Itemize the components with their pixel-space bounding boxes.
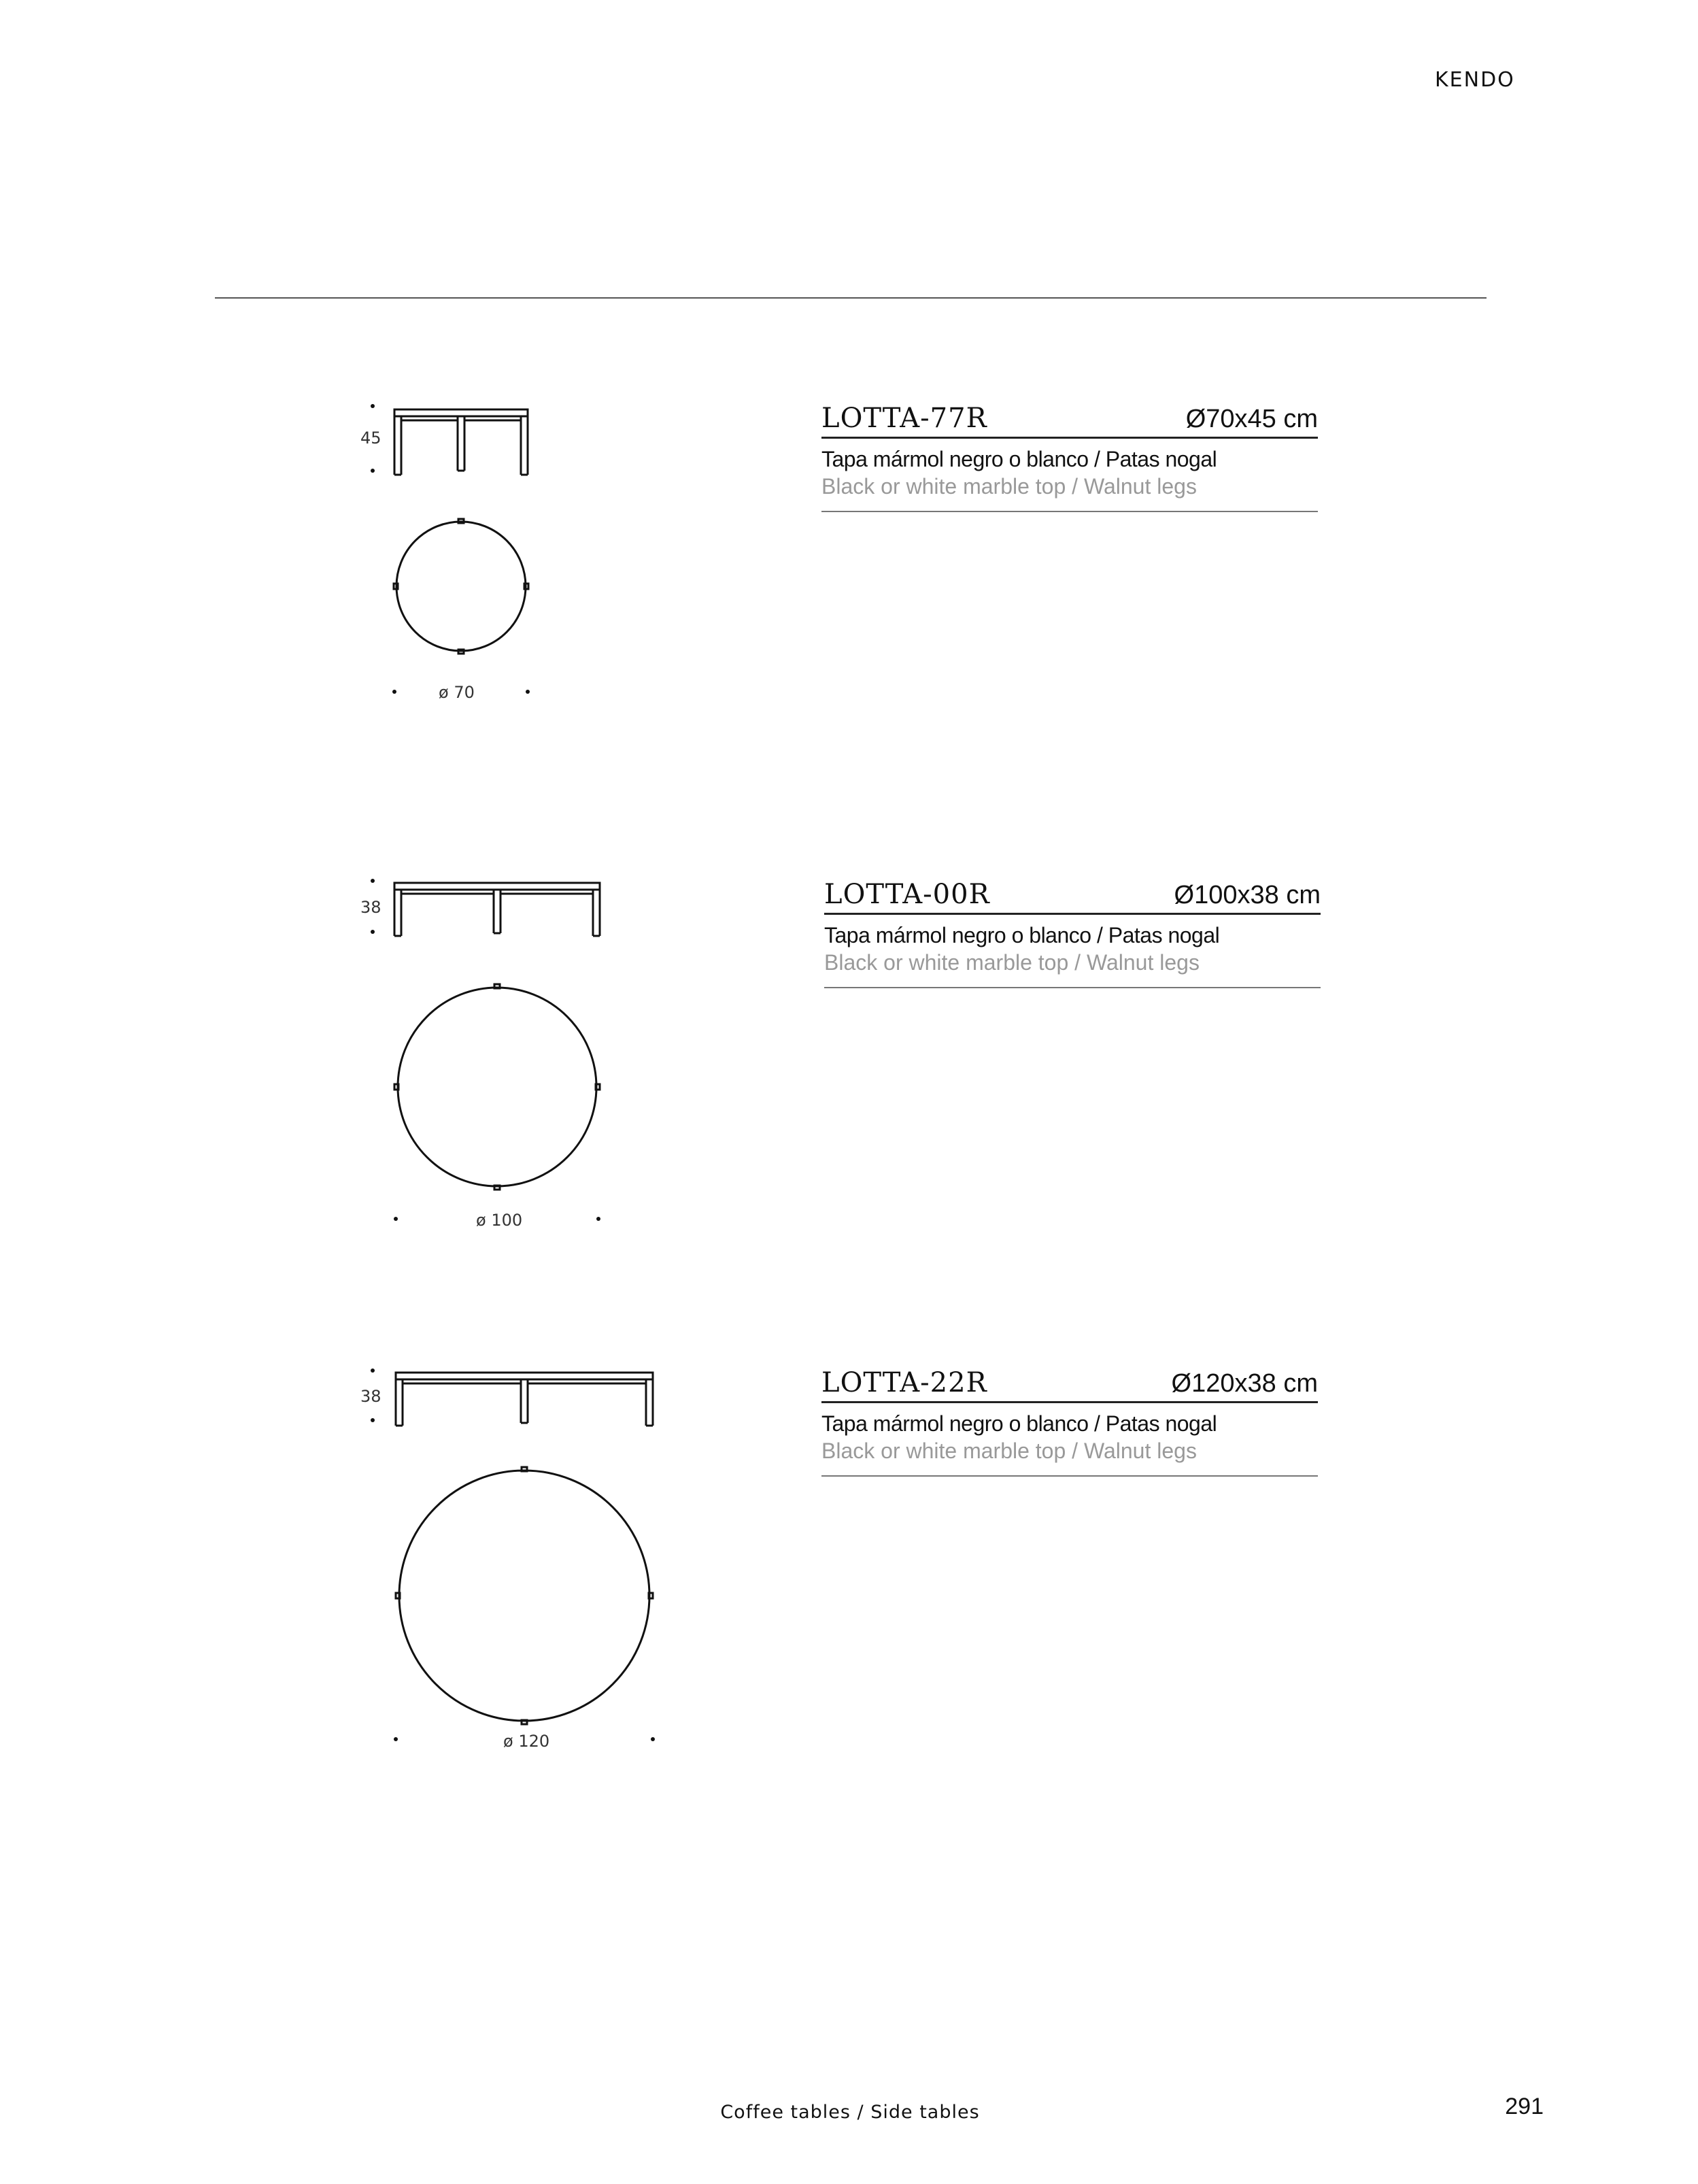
spec-block-lotta-77r bbox=[821, 396, 1318, 512]
side-elevation-view bbox=[394, 409, 528, 475]
description-english: Black or white marble top / Walnut legs bbox=[824, 950, 1200, 975]
product-code: LOTTA-77R bbox=[821, 403, 987, 434]
plan-view bbox=[394, 519, 528, 654]
product-dimensions: Ø100x38 cm bbox=[1174, 881, 1321, 909]
page-number: 291 bbox=[1505, 2094, 1544, 2119]
spec-header bbox=[824, 872, 1321, 915]
height-label: 45 bbox=[360, 429, 381, 448]
description-spanish: Tapa mármol negro o blanco / Patas nogal bbox=[821, 1411, 1217, 1436]
description-english: Black or white marble top / Walnut legs bbox=[821, 474, 1197, 499]
technical-drawing-lotta-22r bbox=[340, 1360, 666, 1782]
height-label: 38 bbox=[360, 1387, 381, 1406]
plan-view bbox=[394, 984, 600, 1190]
spec-header bbox=[821, 396, 1318, 439]
description-spanish: Tapa mármol negro o blanco / Patas nogal bbox=[821, 447, 1217, 471]
spec-block-lotta-00r bbox=[824, 872, 1321, 988]
product-code: LOTTA-22R bbox=[821, 1367, 987, 1398]
spec-header bbox=[821, 1360, 1318, 1403]
spec-description bbox=[821, 1403, 1318, 1477]
plan-view bbox=[396, 1467, 653, 1724]
description-english: Black or white marble top / Walnut legs bbox=[821, 1439, 1197, 1463]
spec-description bbox=[824, 915, 1321, 988]
product-code: LOTTA-00R bbox=[824, 879, 990, 910]
diameter-label: ø 70 bbox=[439, 683, 475, 702]
header-divider bbox=[215, 297, 1487, 299]
footer-category: Coffee tables / Side tables bbox=[720, 2102, 980, 2123]
description-spanish: Tapa mármol negro o blanco / Patas nogal bbox=[824, 923, 1220, 947]
product-dimensions: Ø70x45 cm bbox=[1185, 405, 1318, 433]
spec-block-lotta-22r bbox=[821, 1360, 1318, 1477]
side-elevation-view bbox=[396, 1373, 653, 1426]
side-elevation-view bbox=[394, 883, 600, 936]
brand-logo: KENDO bbox=[1435, 68, 1515, 92]
diameter-label: ø 100 bbox=[476, 1211, 523, 1230]
diameter-label: ø 120 bbox=[503, 1732, 550, 1751]
height-label: 38 bbox=[360, 898, 381, 917]
product-dimensions: Ø120x38 cm bbox=[1171, 1369, 1318, 1398]
technical-drawing-lotta-77r bbox=[340, 394, 585, 721]
spec-description bbox=[821, 439, 1318, 512]
technical-drawing-lotta-00r bbox=[340, 871, 639, 1251]
